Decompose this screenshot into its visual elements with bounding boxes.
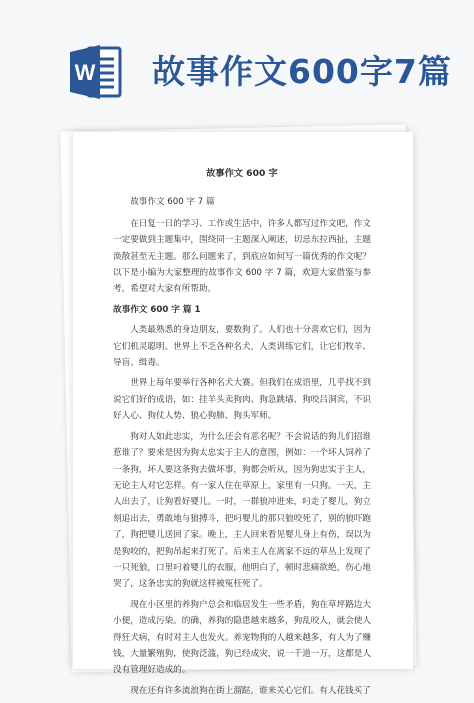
body-paragraph: 世界上每年要举行各种名犬大赛。但我们在成语里，几乎找不到说它们好的成语，如：挂羊头卖狗肉、狗急跳墙、狗咬吕洞宾，不识好人心、狗仗人势、狼心狗肺、狗头军师。 — [113, 378, 371, 422]
page-header — [0, 0, 474, 140]
body-paragraph: 狗对人如此忠实，为什么还会有恶名呢？不会说话的狗儿们招谁惹谁了？要来是因为狗太忠实于主人的意图，例如：一个坏人饲养了一条狗，坏人要这条狗去做坏事，狗都会听从，因为狗忠实于主人，无论主人对它怎样。有一家人住在草原上，家里有一只狗。一天，主人出去了，让狗看好婴儿。一时，一群狼冲进来，叼走了婴儿，狗立刻追出去，勇敢地与狼搏斗，把叼婴儿的那只狼咬死了，别的狼吓跑了，狗把婴儿送回了家。晚上，主人回来看见婴儿身上有伤，误以为是狗咬的，把狗吊起来打死了。后来主人在离家不远的草丛上发现了一只死狼，口里叼着婴儿的衣服，他明白了，顿时悲痛欲绝，伤心地哭了，这条忠实的狗就这样被冤枉死了。 — [113, 431, 371, 590]
document-body — [113, 166, 371, 703]
body-paragraph: 现在小区里的养狗户总会和临居发生一些矛盾，狗在草坪路边大小便，造成污染。的确，养狗的隐患越来越多，狗乱咬人，就会使人得狂犬病，有时对主人也发火。养宠物狗的人越来越多，有人为了赚钱，大量繁殖狗，使狗泛滥，狗已经成灾，说一千道一万，这都是人没有管理好造成的。 — [113, 599, 371, 676]
body-paragraph: 现在还有许多流浪狗在街上溜跶，谁来关心它们。有人花钱买了 — [130, 685, 371, 696]
document-title: 故事作文 600 字 — [206, 168, 278, 179]
svg-text:W: W — [74, 60, 96, 85]
intro-paragraph: 在日复一日的学习、工作或生活中，许多人都写过作文吧，作文一定要做到主题集中，围绕同一主题深入阐述，切忌东拉西扯，主题涣散甚至无主题。那么问题来了，到底应如何写一篇优秀的作文呢？以下是小编为大家整理的故事作文 600 字 7 篇，欢迎大家借鉴与参考，希望对大家有所帮助。 — [113, 218, 371, 295]
document-page — [73, 132, 413, 696]
document-subtitle: 故事作文 600 字 7 篇 — [130, 197, 215, 208]
document-banner-title: 故事作文600字7篇 — [152, 52, 452, 91]
section-heading: 故事作文 600 字 篇 1 — [113, 304, 201, 315]
word-document-icon — [66, 40, 130, 104]
body-paragraph: 人类最熟悉的身边朋友，要数狗了。人们也十分喜欢它们，因为它们机灵聪明。世界上不乏各种名犬，人类训练它们，让它们牧羊、导盲、缉毒。 — [113, 325, 371, 369]
